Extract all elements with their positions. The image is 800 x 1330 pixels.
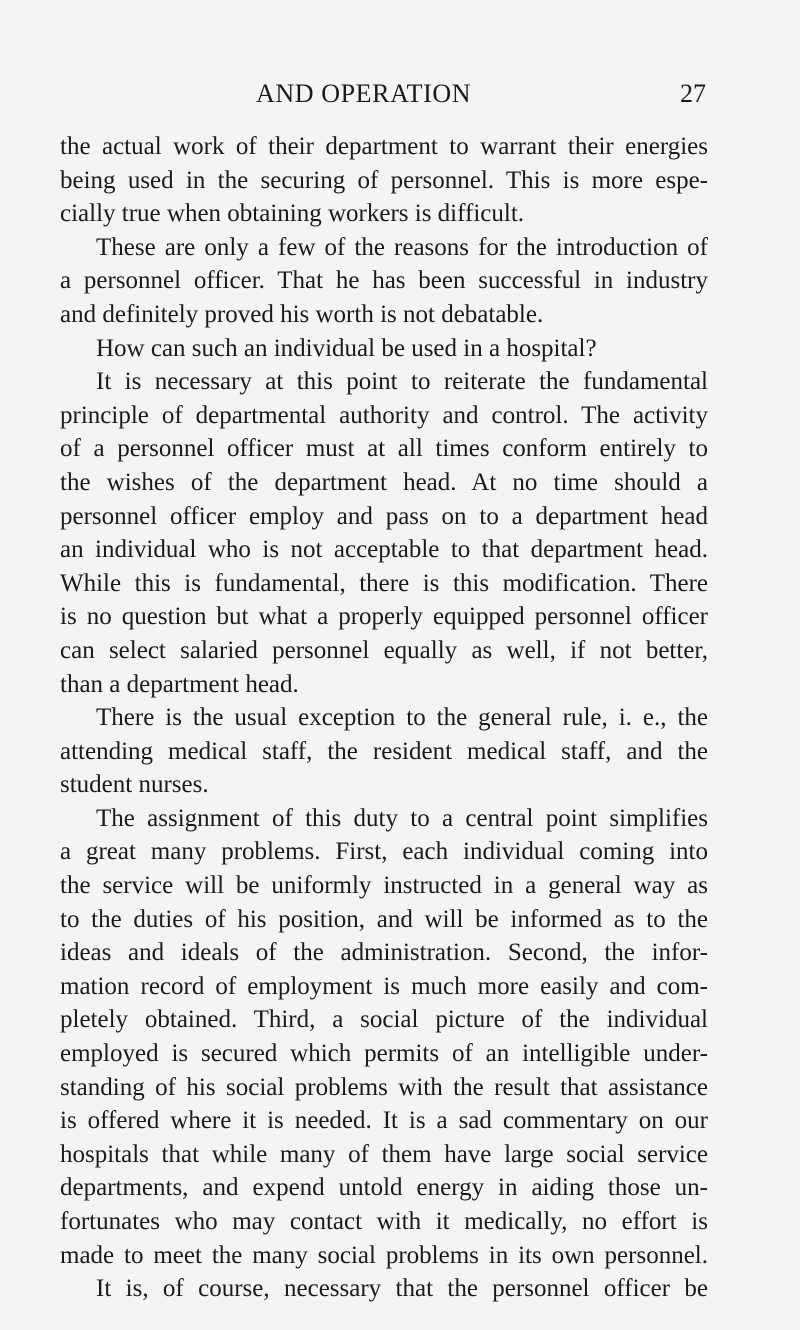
text-line: is no question but what a properly equipped personnel officer [60,603,708,631]
text-line: student nurses. [60,771,209,799]
running-header [0,79,800,115]
text-line: ideas and ideals of the administration. Second, the infor- [60,939,708,967]
text-line: These are only a few of the reasons for the introduction of [96,233,708,261]
page-number: 27 [680,79,706,108]
text-line: being used in the securing of personnel. This is more espe- [60,166,708,194]
text-line: a great many problems. First, each individual coming into [60,838,708,866]
text-line: mation record of employment is much more easily and com- [60,972,708,1000]
text-line: the wishes of the department head. At no time should a [60,468,708,496]
text-line: pletely obtained. Third, a social picture of the individual [60,1006,708,1034]
text-line: There is the usual exception to the general rule, i. e., the [96,704,708,732]
text-line: the actual work of their department to warrant their energies [60,133,708,160]
text-line: It is, of course, necessary that the personnel officer be [96,1275,708,1303]
text-line: attending medical staff, the resident medical staff, and the [60,737,708,765]
text-line: cially true when obtaining workers is difficult. [60,200,525,228]
text-line: hospitals that while many of them have large social service [60,1140,708,1168]
body-text [60,130,708,1306]
text-line: is offered where it is needed. It is a sad commentary on our [60,1107,708,1135]
text-line: How can such an individual be used in a hospital? [96,334,597,362]
text-line: made to meet the many social problems in its own personnel. [60,1241,708,1269]
text-line: employed is secured which permits of an intelligible under- [60,1040,708,1068]
text-line: It is necessary at this point to reiterate the fundamental [96,368,708,396]
text-line: an individual who is not acceptable to that department head. [60,536,708,564]
text-line: departments, and expend untold energy in aiding those un- [60,1174,708,1202]
text-line: The assignment of this duty to a central point simplifies [96,804,708,832]
text-line: standing of his social problems with the result that assistance [60,1073,708,1101]
text-line: a personnel officer. That he has been successful in industry [60,267,708,295]
text-line: to the duties of his position, and will be informed as to the [60,905,708,933]
text-line: the service will be uniformly instructed in a general way as [60,872,708,900]
text-line: While this is fundamental, there is this modification. There [60,569,708,597]
running-title: AND OPERATION [256,79,472,108]
text-line: can select salaried personnel equally as well, if not better, [60,636,708,664]
text-line: personnel officer employ and pass on to a department head [60,502,708,530]
text-line: of a personnel officer must at all times conform entirely to [60,435,708,463]
text-line: and definitely proved his worth is not debatable. [60,300,544,328]
text-line: fortunates who may contact with it medically, no effort is [60,1208,708,1235]
text-line: principle of departmental authority and control. The activity [60,401,708,429]
text-line: than a department head. [60,670,299,698]
